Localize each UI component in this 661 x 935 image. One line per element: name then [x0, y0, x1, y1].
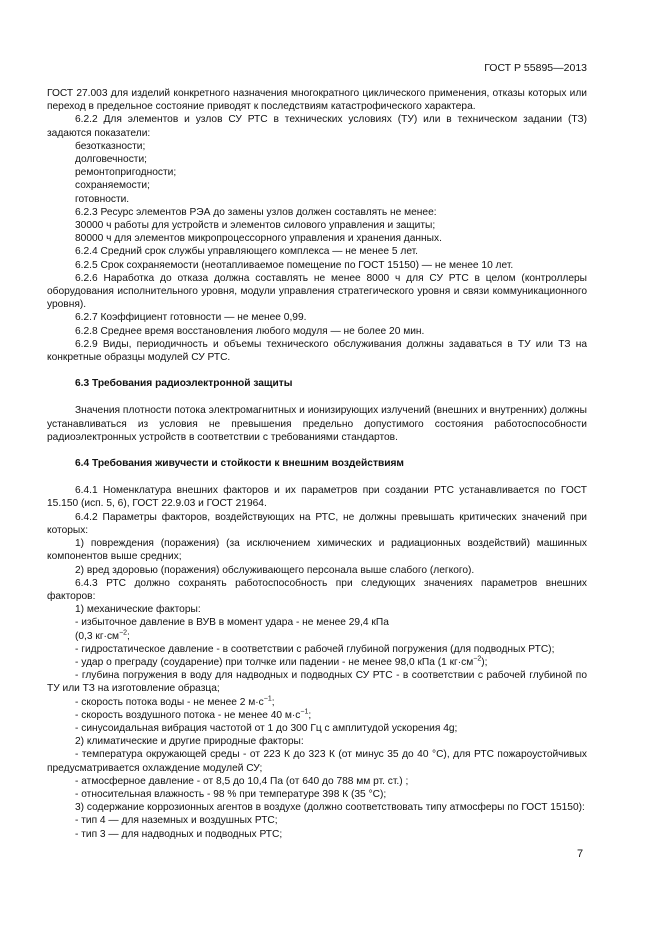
paragraph: 6.4.1 Номенклатура внешних факторов и их параметров при создании РТС устанавливается по ГОСТ 15.150 (исп. 5, 6), ГОСТ 22.9.03 и ГОСТ 21964.: [47, 485, 587, 510]
text-fragment: - удар о преграду (соударение) при толчке или падении - не менее 98,0 кПа (1 кг·см: [75, 656, 474, 668]
text-fragment: ;: [127, 630, 130, 642]
paragraph: 3) содержание коррозионных агентов в воздухе (должно соответствовать типу атмосферы по ГОСТ 15150):: [75, 802, 585, 814]
paragraph: - избыточное давление в ВУВ в момент удара - не менее 29,4 кПа: [75, 617, 389, 629]
paragraph: [47, 630, 587, 643]
paragraph: 6.2.2 Для элементов и узлов СУ РТС в технических условиях (ТУ) или в техническом задании (ТЗ) задаются показатели:: [47, 114, 587, 139]
paragraph: - тип 3 — для надводных и подводных РТС;: [75, 828, 283, 840]
paragraph: - атмосферное давление - от 8,5 до 10,4 Па (от 640 до 788 мм рт. ст.) ;: [75, 775, 409, 787]
paragraph: 1) повреждения (поражения) (за исключением химических и радиационных воздействий) машинных компонентов выше средних;: [47, 538, 587, 563]
superscript: −2: [119, 629, 128, 637]
paragraph: 2) вред здоровью (поражения) обслуживающего персонала выше слабого (легкого).: [75, 564, 475, 576]
section-heading: 6.4 Требования живучести и стойкости к внешним воздействиям: [75, 458, 404, 470]
paragraph: 6.4.2 Параметры факторов, воздействующих на РТС, не должны превышать критических значений при которых:: [47, 511, 587, 536]
paragraph: 2) климатические и другие природные факторы:: [75, 736, 304, 748]
list-item: 80000 ч для элементов микропроцессорного управления и хранения данных.: [75, 233, 442, 245]
text-fragment: (0,3 кг·см: [75, 630, 120, 642]
paragraph: 6.2.7 Коэффициент готовности — не менее 0,99.: [75, 312, 307, 324]
running-header: ГОСТ Р 55895—2013: [484, 62, 587, 74]
paragraph: 6.2.3 Ресурс элементов РЭА до замены узлов должен составлять не менее:: [75, 206, 437, 218]
paragraph: 6.2.8 Среднее время восстановления любого модуля — не более 20 мин.: [75, 325, 425, 337]
page-body: [47, 87, 587, 841]
list-item: долговечности;: [75, 154, 147, 166]
text-fragment: ;: [271, 696, 275, 708]
section-heading: 6.3 Требования радиоэлектронной защиты: [75, 378, 293, 390]
paragraph: 6.2.4 Средний срок службы управляющего комплекса — не менее 5 лет.: [75, 246, 419, 258]
paragraph: 6.2.6 Наработка до отказа должна составлять не менее 8000 ч для СУ РТС в целом (контроллеры оборудования исполнительного уровня, модули управления стратегического уровня и связи коммуникационного уровня).: [47, 272, 587, 311]
list-item: готовности.: [75, 193, 130, 205]
paragraph: - синусоидальная вибрация частотой от 1 до 300 Гц с амплитудой ускорения 4g;: [75, 722, 458, 734]
superscript: −1: [263, 695, 272, 703]
paragraph: ГОСТ 27.003 для изделий конкретного назначения многократного циклического применения, отказы которых или переход в предельное состояние приводят к последствиям катастрофического характера.: [47, 88, 587, 113]
paragraph: - тип 4 — для наземных и воздушных РТС;: [75, 815, 278, 827]
paragraph: [47, 709, 587, 722]
list-item: сохраняемости;: [75, 180, 150, 192]
paragraph: 6.2.9 Виды, периодичность и объемы технического обслуживания должны задаваться в ТУ или ТЗ на конкретные образцы модулей СУ РТС.: [47, 338, 587, 364]
list-item: ремонтопригодности;: [75, 167, 177, 179]
list-item: 30000 ч работы для устройств и элементов силового управления и защиты;: [75, 220, 436, 232]
paragraph: - температура окружающей среды - от 223 К до 323 К (от минус 35 до 40 °С), для РТС пожароустойчивых предусматривается охлаждение модулей СУ;: [47, 749, 587, 774]
text-fragment: - скорость потока воды - не менее 2 м·с: [75, 696, 264, 708]
paragraph: - относительная влажность - 98 % при температуре 398 К (35 °С);: [75, 788, 387, 800]
superscript: −2: [473, 655, 482, 663]
paragraph: [47, 656, 587, 669]
paragraph: Значения плотности потока электромагнитных и ионизирующих излучений (внешних и внутренних) должны устанавливаться из условия не превышения предельно допустимого состояния работоспособности радиоэлектронных устройств в соответствии с требованиями стандартов.: [47, 405, 587, 443]
paragraph: 6.2.5 Срок сохраняемости (неотапливаемое помещение по ГОСТ 15150) — не менее 10 лет.: [75, 259, 514, 271]
paragraph: - глубина погружения в воду для надводных и подводных СУ РТС - в соответствии с рабочей глубиной по ТУ или ТЗ на изготовление образца;: [47, 670, 587, 695]
paragraph: - гидростатическое давление - в соответствии с рабочей глубиной погружения (для подводных РТС);: [75, 643, 555, 655]
paragraph: 6.4.3 РТС должно сохранять работоспособность при следующих значениях параметров внешних факторов:: [47, 577, 587, 602]
superscript: −1: [300, 708, 309, 716]
text-fragment: - скорость воздушного потока - не менее 40 м·с: [75, 709, 301, 721]
list-item: безотказности;: [75, 140, 146, 152]
paragraph: [47, 696, 587, 709]
text-fragment: ;: [308, 709, 312, 721]
paragraph: 1) механические факторы:: [75, 604, 201, 616]
text-fragment: );: [481, 656, 488, 668]
page-number: 7: [577, 848, 584, 860]
